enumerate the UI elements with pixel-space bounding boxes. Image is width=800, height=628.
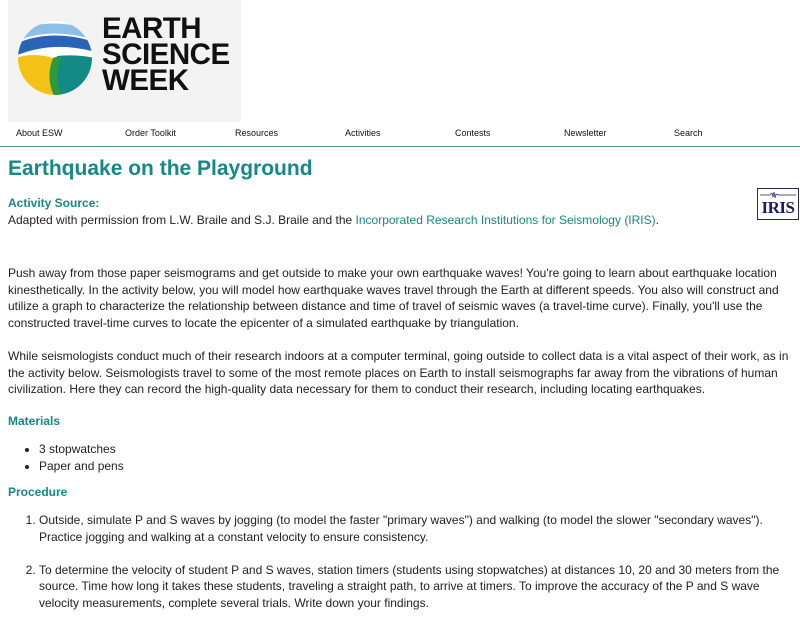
nav-search[interactable]: Search xyxy=(674,128,703,138)
list-item: • Paper and pens xyxy=(39,458,124,475)
nav-activities[interactable]: Activities xyxy=(345,128,381,138)
list-item: 1. Outside, simulate P and S waves by jogging (to model the faster "primary waves") and walking (to model the slower "secondary waves"). Practice jogging and walking at a constant velocity to ensure consistency. xyxy=(39,512,800,545)
nav-contests[interactable]: Contests xyxy=(455,128,491,138)
activity-source-text xyxy=(8,213,659,227)
nav-newsletter[interactable]: Newsletter xyxy=(564,128,607,138)
nav-divider xyxy=(0,146,800,147)
nav-resources[interactable]: Resources xyxy=(235,128,279,138)
logo-line-week: WEEK xyxy=(102,64,189,97)
main-nav xyxy=(0,128,800,146)
materials-list xyxy=(8,441,124,474)
page-title: Earthquake on the Playground xyxy=(8,157,313,180)
logo-line-science: SCIENCE xyxy=(102,38,230,71)
source-suffix: . xyxy=(655,213,659,227)
logo-line-earth: EARTH xyxy=(102,12,202,45)
procedure-heading: Procedure xyxy=(8,485,68,499)
iris-logo-text: IRIS xyxy=(761,198,795,217)
intro-paragraph: Push away from those paper seismograms and get outside to make your own earthquake waves! You're going to learn about earthquake location kinesthetically. In the activity below, you will model how earthquake waves travel through the Earth at different speeds. You also will construct and utilize a graph to characterize the relationship between distance and time of travel of seismic waves (a travel-time curve). Finally, you'll use the constructed travel-time curves to locate the epicenter of a simulated earthquake by triangulation. xyxy=(8,266,779,330)
research-paragraph: While seismologists conduct much of their research indoors at a computer terminal, going outside to collect data is a vital aspect of their work, as in the activity below. Seismologists travel to some of the most remote places on Earth to install seismographs far away from the vibrations of human civilization. Here they can record the high-quality data necessary for them to conduct their research, including locating earthquakes. xyxy=(8,349,789,397)
logo-wordmark xyxy=(102,12,230,97)
globe-logo-icon xyxy=(17,18,97,98)
earth-science-week-logo[interactable] xyxy=(8,0,241,122)
iris-logo[interactable] xyxy=(757,188,799,220)
activity-source-label: Activity Source: xyxy=(8,196,100,210)
procedure-list xyxy=(8,512,800,628)
list-item: • 3 stopwatches xyxy=(39,441,124,458)
materials-heading: Materials xyxy=(8,414,61,428)
source-credit: Adapted with permission from L.W. Braile and S.J. Braile and the xyxy=(8,213,356,227)
iris-link[interactable]: Incorporated Research Institutions for Seismology (IRIS) xyxy=(355,213,656,227)
nav-order-toolkit[interactable]: Order Toolkit xyxy=(125,128,176,138)
nav-about-esw[interactable]: About ESW xyxy=(16,128,63,138)
list-item: 2. To determine the velocity of student P and S waves, station timers (students using stopwatches) at distances 10, 20 and 30 meters from the source. Time how long it takes these students, traveling a straight path, to arrive at timers. To improve the accuracy of the P and S wave velocity measurements, complete several trials. Write down your findings. xyxy=(39,562,800,612)
site-header xyxy=(0,0,800,125)
